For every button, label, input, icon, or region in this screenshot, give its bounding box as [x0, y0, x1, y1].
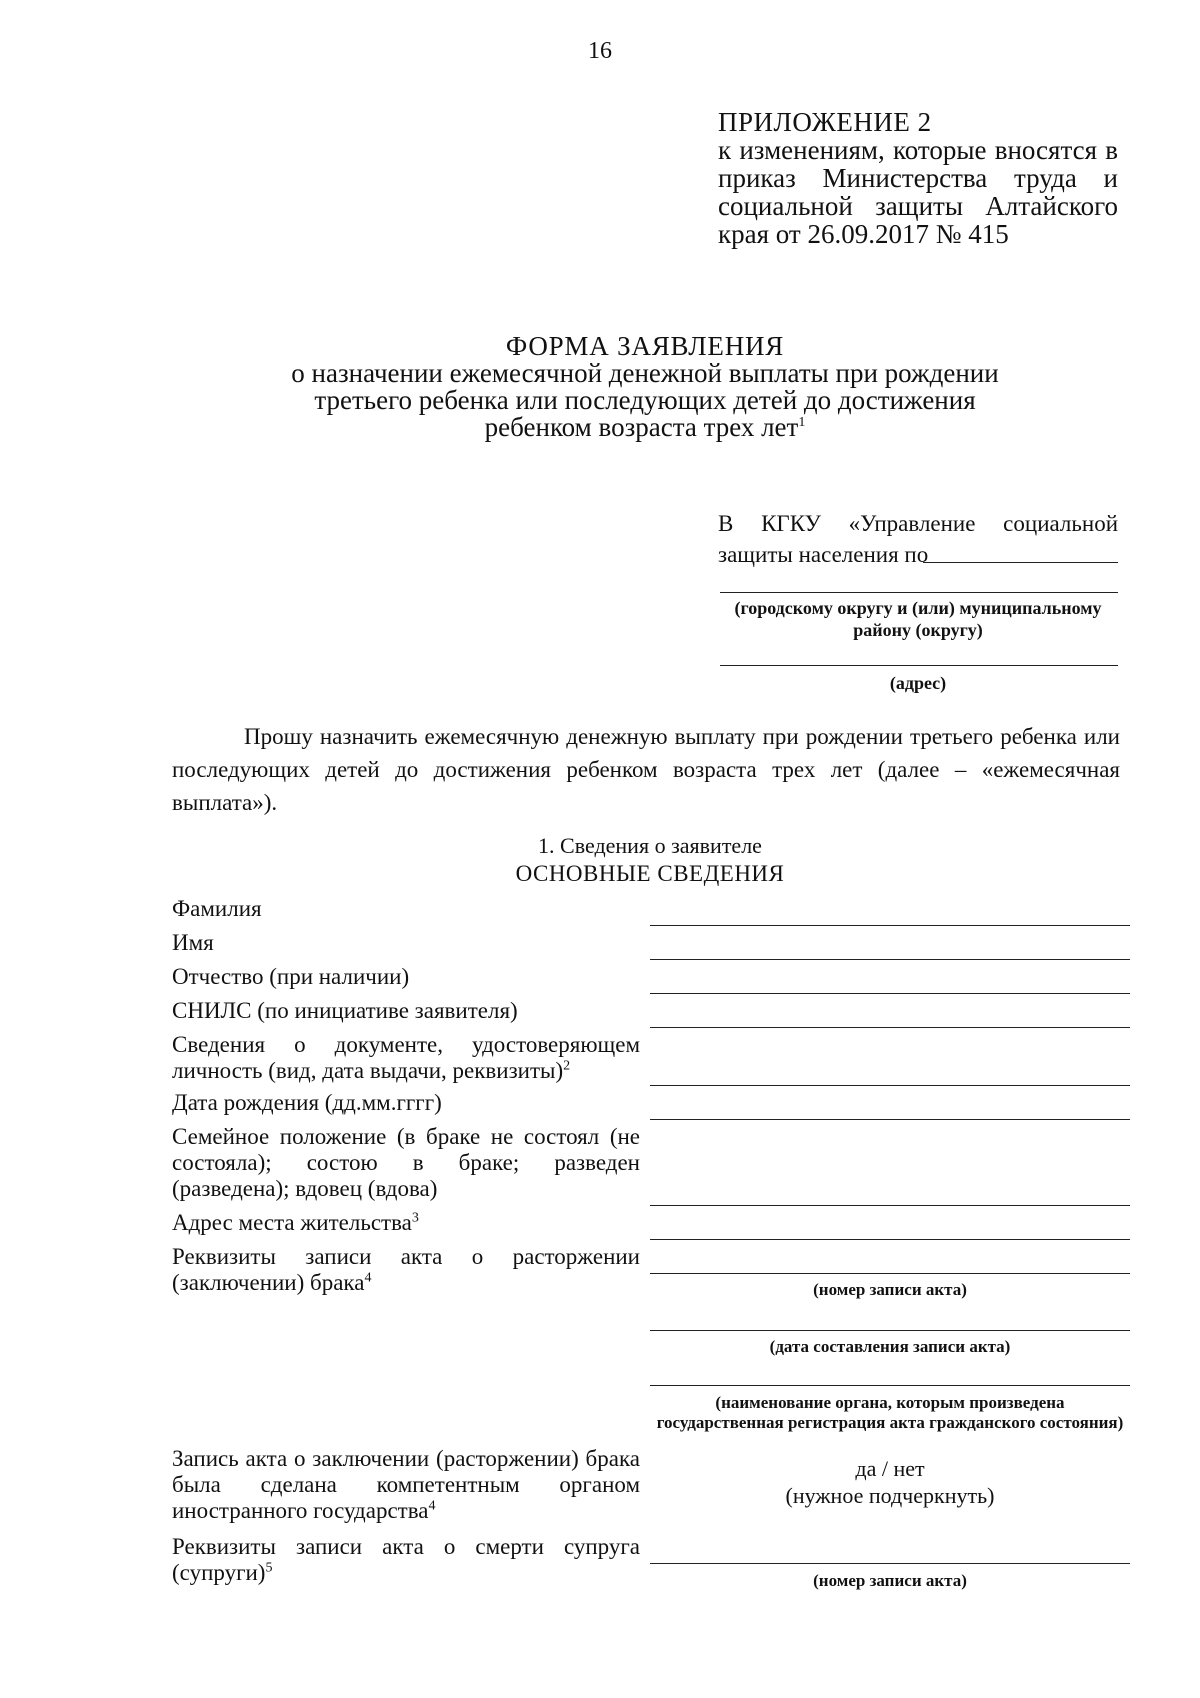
addressee-text: В КГКУ «Управление социальной защиты населения по: [718, 511, 1118, 567]
snils-line[interactable]: [650, 1027, 1130, 1028]
label-marriage-record: Реквизиты записи акта о расторжении (заключении) брака$^4$: [172, 1244, 640, 1295]
label-surname: Фамилия: [172, 896, 262, 921]
form-title-line3: третьего ребенка или последующих детей до достижения: [314, 385, 976, 415]
footnote-ref: 3: [411, 1210, 419, 1226]
marriage-record-date-line[interactable]: [650, 1330, 1130, 1331]
label-marital-status: Семейное положение (в браке не состоял (не состояла); состою в браке; разведен (разведена); вдовец (вдова): [172, 1124, 640, 1201]
registry-body-line[interactable]: [650, 1385, 1130, 1386]
label-residence: Адрес места жительства$^3$: [172, 1210, 419, 1235]
marital-status-line[interactable]: [650, 1205, 1130, 1206]
caption-record-number: (номер записи акта): [813, 1280, 967, 1299]
appendix-text: к изменениям, которые вносятся в приказ Министерства труда и социальной защиты Алтайского края от 26.09.2017 № 415: [718, 135, 1118, 249]
district-line[interactable]: [720, 592, 1118, 593]
district-caption: (городскому округу и (или) муниципальному району (округу): [734, 598, 1102, 640]
form-title-line2: о назначении ежемесячной денежной выплаты при рождении: [291, 358, 999, 388]
section-heading: 1. Сведения о заявителе: [538, 833, 762, 858]
request-text: Прошу назначить ежемесячную денежную выплату при рождении третьего ребенка или последующих детей до достижения ребенком возраста трех лет (далее – «ежемесячная выплата»).: [172, 724, 1120, 815]
label-foreign-record: Запись акта о заключении (расторжении) брака была сделана компетентным органом иностранного государства$^4$: [172, 1446, 640, 1523]
yes-no-choice[interactable]: да / нет: [855, 1456, 925, 1481]
label-birth-date: Дата рождения (дд.мм.гггг): [172, 1090, 442, 1115]
patronymic-line[interactable]: [650, 993, 1130, 994]
form-title-line4: ребенком возраста трех лет: [484, 412, 799, 442]
form-title-line1: ФОРМА ЗАЯВЛЕНИЯ: [505, 331, 785, 361]
caption-registry-body: (наименование органа, которым произведена государственная регистрация акта гражданского состояния): [656, 1393, 1124, 1432]
form-title: [200, 333, 1090, 441]
label-death-record: Реквизиты записи акта о смерти супруга (супруги)$^5$: [172, 1534, 640, 1585]
id-document-line[interactable]: [650, 1085, 1130, 1086]
appendix-heading: ПРИЛОЖЕНИЕ 2: [718, 107, 932, 137]
footnote-ref: 2: [563, 1058, 571, 1074]
page-number: 16: [588, 38, 612, 64]
footnote-ref: 5: [265, 1560, 273, 1576]
death-record-number-line[interactable]: [650, 1563, 1130, 1564]
appendix-block: [718, 108, 1118, 248]
label-snils: СНИЛС (по инициативе заявителя): [172, 998, 518, 1023]
birth-date-line[interactable]: [650, 1119, 1130, 1120]
footnote-ref: 4: [364, 1270, 372, 1286]
label-id-document: Сведения о документе, удостоверяющем личность (вид, дата выдачи, реквизиты)$^2$: [172, 1032, 640, 1083]
marriage-record-number-line[interactable]: [650, 1273, 1130, 1274]
surname-line[interactable]: [650, 925, 1130, 926]
caption-record-date: (дата составления записи акта): [769, 1337, 1011, 1356]
footnote-ref: 1: [798, 415, 806, 430]
label-name: Имя: [172, 930, 214, 955]
address-line[interactable]: [720, 665, 1118, 666]
label-patronymic: Отчество (при наличии): [172, 964, 410, 989]
name-line[interactable]: [650, 959, 1130, 960]
underline-hint: (нужное подчеркнуть): [785, 1483, 995, 1508]
section-subheading: ОСНОВНЫЕ СВЕДЕНИЯ: [515, 861, 785, 886]
footnote-ref: 4: [428, 1498, 436, 1514]
address-caption: (адрес): [889, 673, 947, 693]
district-name-line[interactable]: [923, 562, 1118, 563]
residence-line[interactable]: [650, 1239, 1130, 1240]
caption-death-record-number: (номер записи акта): [813, 1571, 967, 1590]
